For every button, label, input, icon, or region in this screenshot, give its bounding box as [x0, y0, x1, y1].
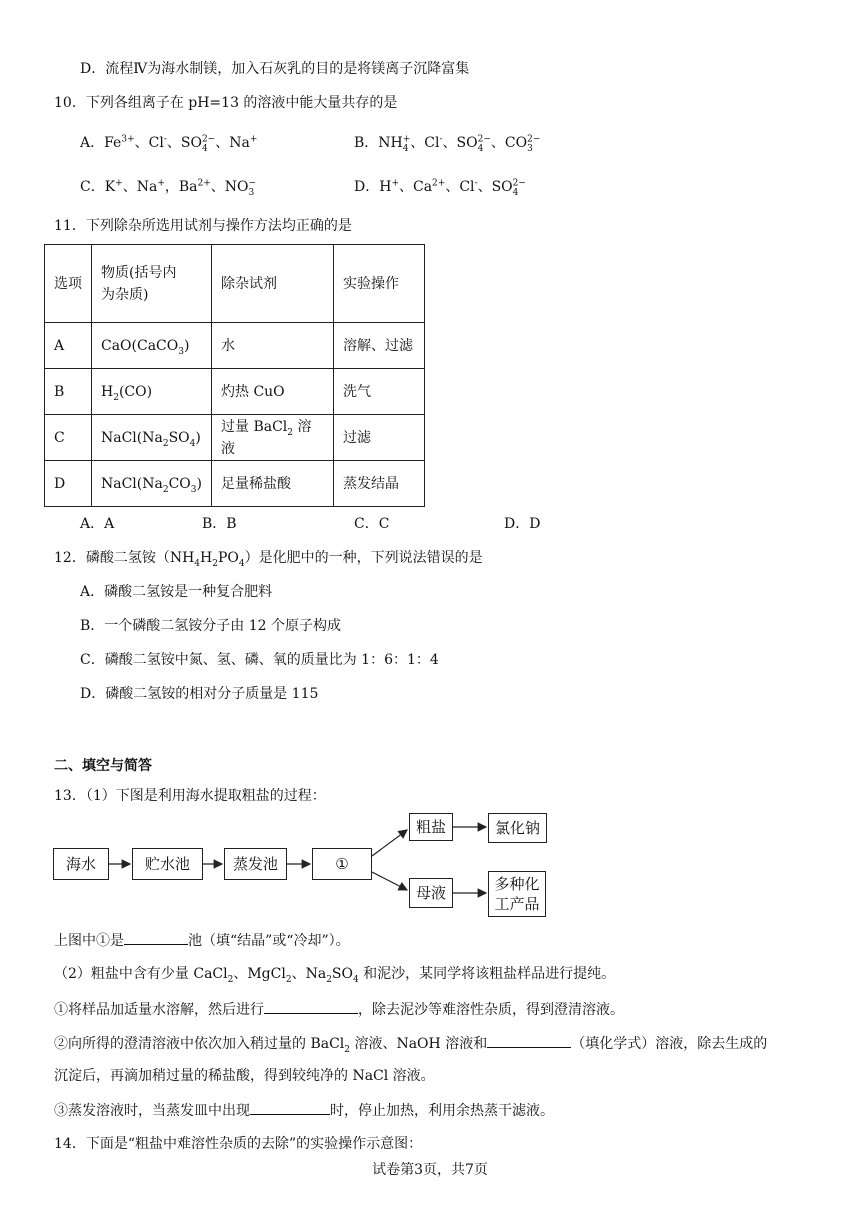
- answer-blank[interactable]: [487, 1032, 571, 1048]
- flow-box-seawater: 海水: [53, 848, 109, 880]
- table-row: D $NaCl(Na_2CO_3)$ 足量稀盐酸 蒸发结晶: [45, 461, 425, 507]
- q11-option-d: D．D: [504, 516, 541, 532]
- q11-option-c: C．C: [354, 516, 390, 532]
- q12-option-c: C．磷酸二氢铵中氮、氢、磷、氧的质量比为 1：6：1：4: [80, 652, 439, 668]
- header-substance: 物质(括号内 为杂质): [92, 245, 212, 323]
- table-row: B $H_2(CO)$ 灼热 CuO 洗气: [45, 369, 425, 415]
- q12-stem: 12．磷酸二氢铵$(NH_4H_2PO_4)$是化肥中的一种，下列说法错误的是: [54, 550, 483, 569]
- q12-option-b: B．一个磷酸二氢铵分子由 12 个原子构成: [80, 618, 342, 634]
- flow-box-reservoir: 贮水池: [132, 848, 203, 880]
- q10-option-a: A．$Fe^{3+}$、Cl-、$SO^{2-}$ 4 、Na+: [80, 134, 258, 154]
- flow-box-evaporation-pond: 蒸发池: [224, 848, 287, 880]
- q11-option-b: B．B: [202, 516, 237, 532]
- answer-blank[interactable]: [250, 1099, 330, 1115]
- q10-option-d: D．H+、$Ca^{2+}$、Cl-、$SO^{2-}$ 4: [354, 178, 526, 198]
- q10-option-b: B．NH+ 4 、Cl-、$SO^{2-}$ 4 、$CO^{2-}$ 3: [354, 134, 541, 154]
- q11-stem: 11．下列除杂所选用试剂与操作方法均正确的是: [54, 218, 352, 234]
- header-option: 选项: [45, 245, 92, 323]
- q13-step-3: ③蒸发溶液时，当蒸发皿中出现 时，停止加热，利用余热蒸干滤液。: [54, 1099, 554, 1121]
- q13-step-2: ②向所得的澄清溶液中依次加入稍过量的 BaCl$_2$ 溶液、NaOH 溶液和 （填化学式）溶液，除去生成的: [54, 1032, 767, 1054]
- table-row: C $NaCl(Na_2SO_4)$ 过量 BaCl$_2$ 溶液 过滤: [45, 415, 425, 461]
- arrow-4: [372, 830, 407, 856]
- q12-option-a: A．磷酸二氢铵是一种复合肥料: [80, 584, 273, 600]
- page-footer: 试卷第3页，共7页: [372, 1162, 488, 1178]
- q11-option-a: A．A: [80, 516, 115, 532]
- flow-box-sodium-chloride: 氯化钠: [488, 813, 547, 843]
- flow-box-crude-salt: 粗盐: [409, 813, 453, 841]
- section-title: 二、填空与简答: [54, 758, 152, 774]
- flow-box-chemical-products: 多种化 工产品: [488, 871, 546, 917]
- q10-stem: 10．下列各组离子在 pH=13 的溶液中能大量共存的是: [54, 95, 398, 111]
- table-row: A CaO(CaCO$_3$) 水 溶解、过滤: [45, 323, 425, 369]
- q13-part-2: （2）粗盐中含有少量 CaCl$_2$、MgCl$_2$、$Na_2SO_4$ 和泥沙，某同学将该粗盐样品进行提纯。: [54, 966, 616, 985]
- header-operation: 实验操作: [334, 245, 425, 323]
- q13-stem: 13．（1）下图是利用海水提取粗盐的过程：: [54, 788, 326, 804]
- flow-box-blank-1: ①: [312, 848, 372, 880]
- q10-option-c: C．K+、Na+，$Ba^{2+}$、NO− 3: [80, 178, 257, 198]
- q12-option-d: D．磷酸二氢铵的相对分子质量是 115: [80, 686, 319, 702]
- q9-option-d: D．流程Ⅳ为海水制镁，加入石灰乳的目的是将镁离子沉降富集: [80, 61, 470, 77]
- answer-blank[interactable]: [264, 998, 358, 1014]
- answer-blank[interactable]: [124, 929, 188, 945]
- header-reagent: 除杂试剂: [212, 245, 334, 323]
- arrow-5: [372, 872, 407, 890]
- q13-fill-1: 上图中①是 池（填“结晶”或“冷却”）。: [54, 929, 350, 951]
- q13-step-1: ①将样品加适量水溶解，然后进行 ，除去泥沙等难溶性杂质，得到澄清溶液。: [54, 998, 624, 1020]
- q13-step-2-cont: 沉淀后，再滴加稍过量的稀盐酸，得到较纯净的 NaCl 溶液。: [54, 1068, 435, 1084]
- q14-stem: 14．下面是“粗盐中难溶性杂质的去除”的实验操作示意图：: [54, 1136, 423, 1152]
- flow-box-mother-liquor: 母液: [409, 878, 453, 908]
